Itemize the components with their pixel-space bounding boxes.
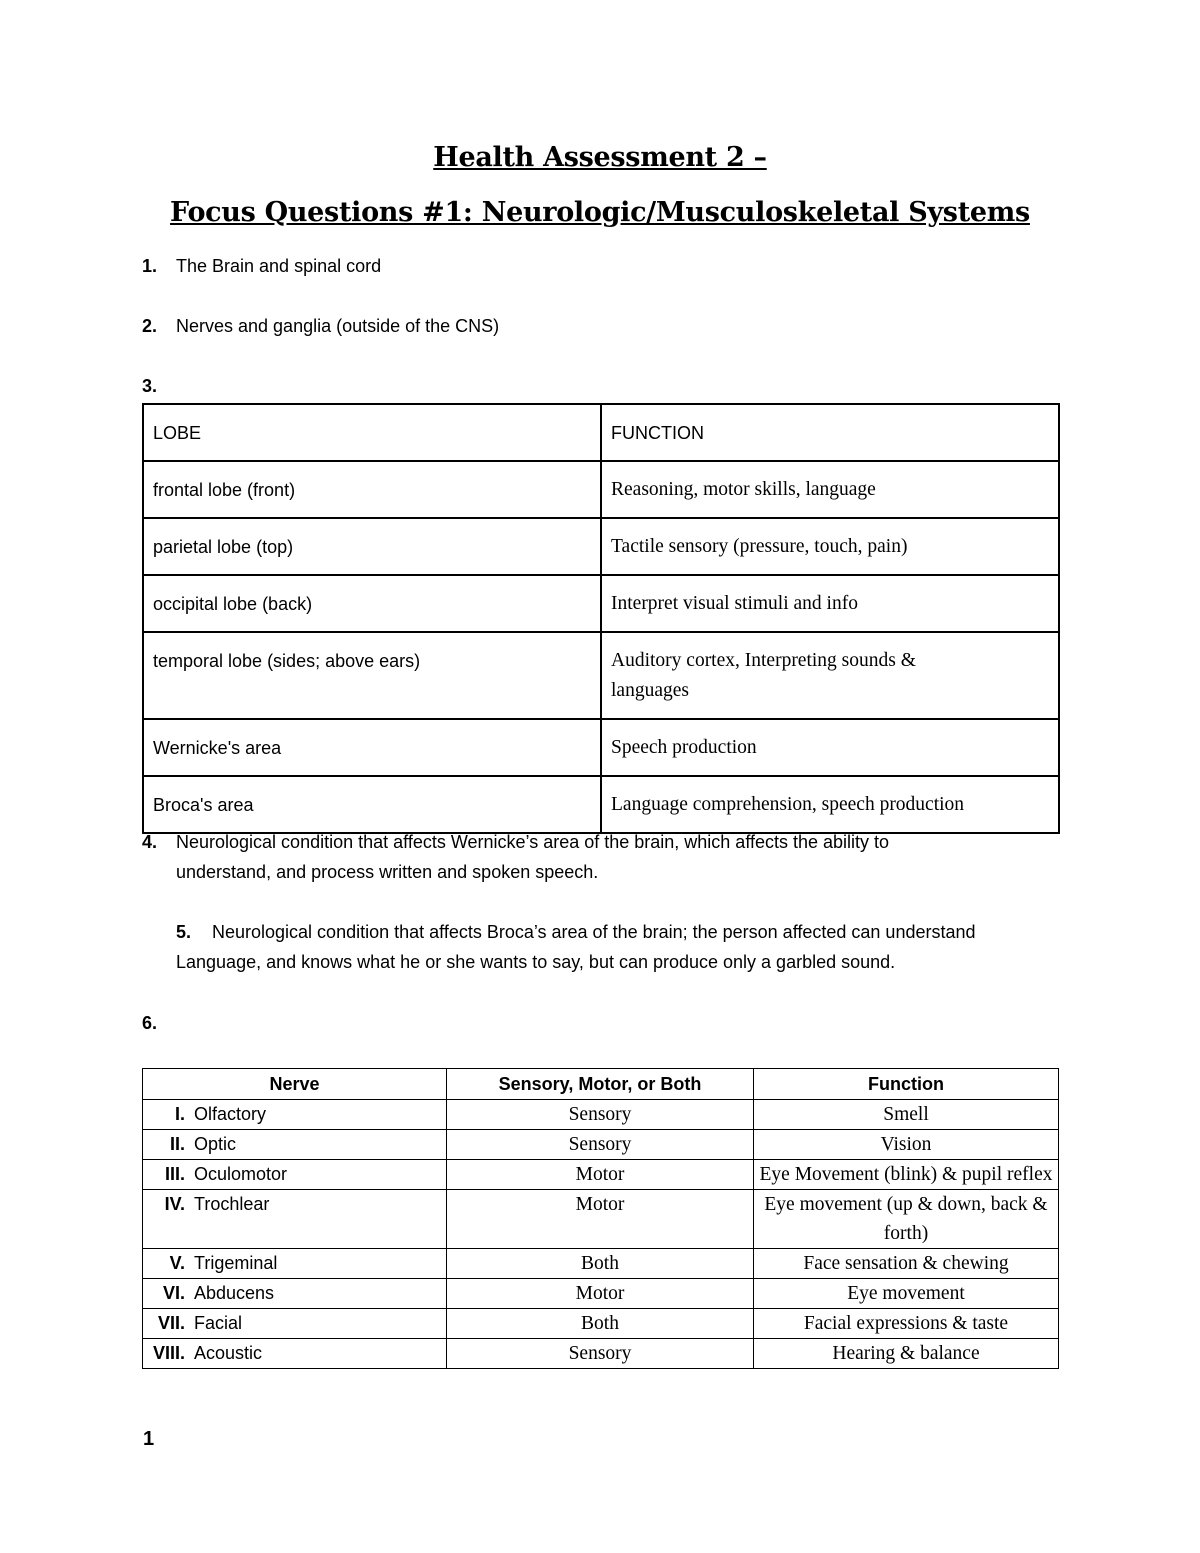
roman-numeral: V. <box>169 1253 185 1273</box>
lobe-cell: temporal lobe (sides; above ears) <box>143 632 601 719</box>
type-cell: Both <box>447 1309 754 1339</box>
type-cell: Sensory <box>447 1339 754 1369</box>
function-cell: Facial expressions & taste <box>754 1309 1059 1339</box>
function-cell: Auditory cortex, Interpreting sounds & languages <box>601 632 1059 719</box>
table-row <box>143 1279 1059 1309</box>
roman-numeral: IV. <box>164 1194 185 1214</box>
lobe-cell: parietal lobe (top) <box>143 518 601 575</box>
question-4 <box>142 827 889 887</box>
function-cell: Tactile sensory (pressure, touch, pain) <box>601 518 1059 575</box>
nerve-cell <box>143 1339 447 1369</box>
table-row <box>143 1309 1059 1339</box>
nerve-cell <box>143 1130 447 1160</box>
question-3 <box>142 371 157 401</box>
function-cell: Language comprehension, speech production <box>601 776 1059 833</box>
nerve-cell <box>143 1309 447 1339</box>
type-cell: Sensory <box>447 1100 754 1130</box>
function-header: Function <box>754 1069 1059 1100</box>
nerve-name: Trigeminal <box>194 1253 278 1273</box>
function-cell: Interpret visual stimuli and info <box>601 575 1059 632</box>
function-cell: Eye Movement (blink) & pupil reflex <box>754 1160 1059 1190</box>
nerve-cell <box>143 1249 447 1279</box>
question-5-line1: Neurological condition that affects Broca’s area of the brain; the person affected can understand <box>212 922 976 942</box>
question-2-number: 2. <box>142 316 158 336</box>
table-row <box>143 1249 1059 1279</box>
nerve-cell <box>143 1100 447 1130</box>
type-cell: Both <box>447 1249 754 1279</box>
function-cell: Smell <box>754 1100 1059 1130</box>
roman-numeral: VI. <box>162 1283 185 1303</box>
nerve-name: Facial <box>194 1313 243 1333</box>
function-cell: Vision <box>754 1130 1059 1160</box>
lobe-cell: frontal lobe (front) <box>143 461 601 518</box>
question-4-line1: Neurological condition that affects Wernicke’s area of the brain, which affects the ability to <box>176 832 890 852</box>
nerve-header: Nerve <box>143 1069 447 1100</box>
cranial-nerve-table <box>142 1068 1059 1369</box>
table-row <box>143 776 1059 833</box>
type-cell: Motor <box>447 1279 754 1309</box>
roman-numeral: VII. <box>157 1313 185 1333</box>
question-5-number: 5. <box>176 922 192 942</box>
nerve-name: Acoustic <box>194 1343 263 1363</box>
page-number: 1 <box>143 1428 155 1450</box>
type-cell: Motor <box>447 1160 754 1190</box>
table-row <box>143 575 1059 632</box>
table-row <box>143 518 1059 575</box>
question-5 <box>176 917 976 977</box>
table-row <box>143 1100 1059 1130</box>
lobe-header: LOBE <box>143 404 601 461</box>
question-4-number: 4. <box>142 832 158 852</box>
lobe-cell: occipital lobe (back) <box>143 575 601 632</box>
function-cell: Eye movement <box>754 1279 1059 1309</box>
question-5-line2: Language, and knows what he or she wants to say, but can produce only a garbled sound. <box>176 952 896 972</box>
nerve-cell <box>143 1160 447 1190</box>
function-cell: Reasoning, motor skills, language <box>601 461 1059 518</box>
table-row <box>143 461 1059 518</box>
roman-numeral: VIII. <box>152 1343 185 1363</box>
question-4-line2: understand, and process written and spoken speech. <box>176 862 599 882</box>
roman-numeral: III. <box>164 1164 185 1184</box>
function-cell: Eye movement (up & down, back & forth) <box>754 1190 1059 1249</box>
nerve-name: Abducens <box>194 1283 275 1303</box>
nerve-cell <box>143 1190 447 1249</box>
nerve-cell <box>143 1279 447 1309</box>
type-header: Sensory, Motor, or Both <box>447 1069 754 1100</box>
function-cell: Hearing & balance <box>754 1339 1059 1369</box>
function-cell: Speech production <box>601 719 1059 776</box>
table-row <box>143 1130 1059 1160</box>
table-row <box>143 1339 1059 1369</box>
question-2 <box>142 311 499 341</box>
table-row <box>143 1190 1059 1249</box>
type-cell: Sensory <box>447 1130 754 1160</box>
nerve-name: Trochlear <box>194 1194 270 1214</box>
page-title-line1: Health Assessment 2 – <box>433 142 767 173</box>
table-header-row <box>143 1069 1059 1100</box>
nerve-name: Olfactory <box>194 1104 267 1124</box>
question-1-answer: The Brain and spinal cord <box>176 256 382 276</box>
function-header: FUNCTION <box>601 404 1059 461</box>
lobe-function-table <box>142 403 1060 834</box>
question-1 <box>142 251 381 281</box>
question-6-number: 6. <box>142 1013 158 1033</box>
lobe-cell: Wernicke's area <box>143 719 601 776</box>
type-cell: Motor <box>447 1190 754 1249</box>
nerve-name: Oculomotor <box>194 1164 288 1184</box>
table-row <box>143 1160 1059 1190</box>
question-2-answer: Nerves and ganglia (outside of the CNS) <box>176 316 500 336</box>
table-row <box>143 719 1059 776</box>
lobe-cell: Broca's area <box>143 776 601 833</box>
function-cell: Face sensation & chewing <box>754 1249 1059 1279</box>
table-row <box>143 632 1059 719</box>
page-title-line2: Focus Questions #1: Neurologic/Musculoskeletal Systems <box>170 197 1030 228</box>
roman-numeral: I. <box>174 1104 185 1124</box>
nerve-name: Optic <box>194 1134 237 1154</box>
question-1-number: 1. <box>142 256 158 276</box>
roman-numeral: II. <box>169 1134 185 1154</box>
question-3-number: 3. <box>142 376 158 396</box>
table-header-row <box>143 404 1059 461</box>
question-6 <box>142 1008 157 1038</box>
